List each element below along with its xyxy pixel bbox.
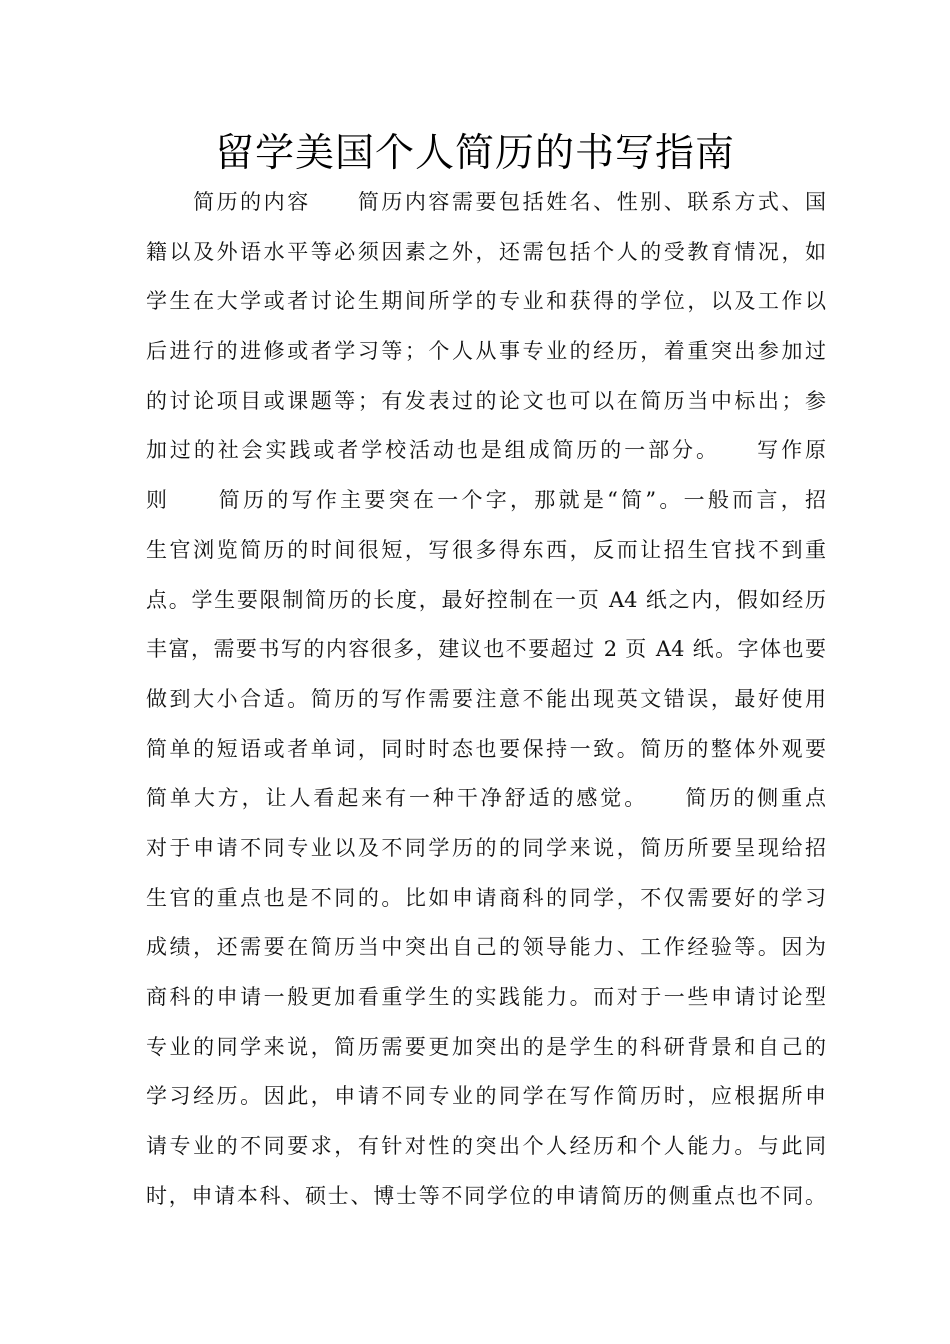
body-line: 对于申请不同专业以及不同学历的的同学来说，简历所要呈现给招 — [146, 835, 826, 860]
document-title: 留学美国个人简历的书写指南 — [214, 131, 735, 176]
body-line: 生官的重点也是不同的。比如申请商科的同学，不仅需要好的学习 — [146, 885, 826, 910]
body-line: 点。学生要限制简历的长度，最好控制在一页 A4 纸之内，假如经历 — [146, 587, 826, 612]
body-line: 后进行的进修或者学习等；个人从事专业的经历，着重突出参加过 — [146, 339, 826, 364]
body-line: 籍以及外语水平等必须因素之外，还需包括个人的受教育情况，如 — [146, 239, 826, 264]
body-line: 加过的社会实践或者学校活动也是组成简历的一部分。 写作原 — [146, 438, 826, 463]
document-body — [146, 178, 826, 1221]
body-line: 学习经历。因此，申请不同专业的同学在写作简历时，应根据所申 — [146, 1084, 826, 1109]
body-line: 生官浏览简历的时间很短，写很多得东西，反而让招生官找不到重 — [146, 537, 826, 562]
body-line: 请专业的不同要求，有针对性的突出个人经历和个人能力。与此同 — [146, 1134, 826, 1159]
body-line: 学生在大学或者讨论生期间所学的专业和获得的学位，以及工作以 — [146, 289, 826, 314]
body-line: 时，申请本科、硕士、博士等不同学位的申请简历的侧重点也不同。 — [146, 1183, 826, 1208]
body-line: 则 简历的写作主要突在一个字，那就是“简”。一般而言，招 — [146, 488, 826, 513]
body-line: 简历的内容 简历内容需要包括姓名、性别、联系方式、国 — [146, 190, 826, 214]
body-line: 丰富，需要书写的内容很多，建议也不要超过 2 页 A4 纸。字体也要 — [146, 637, 826, 662]
body-line: 成绩，还需要在简历当中突出自己的领导能力、工作经验等。因为 — [146, 935, 826, 960]
body-line: 简单大方，让人看起来有一种干净舒适的感觉。 简历的侧重点 — [146, 786, 826, 811]
body-line: 的讨论项目或课题等；有发表过的论文也可以在简历当中标出；参 — [146, 388, 826, 413]
body-line: 商科的申请一般更加看重学生的实践能力。而对于一些申请讨论型 — [146, 985, 826, 1009]
body-line: 简单的短语或者单词，同时时态也要保持一致。简历的整体外观要 — [146, 736, 826, 761]
body-line: 做到大小合适。简历的写作需要注意不能出现英文错误，最好使用 — [146, 686, 826, 711]
body-line: 专业的同学来说，简历需要更加突出的是学生的科研背景和自己的 — [146, 1034, 826, 1059]
